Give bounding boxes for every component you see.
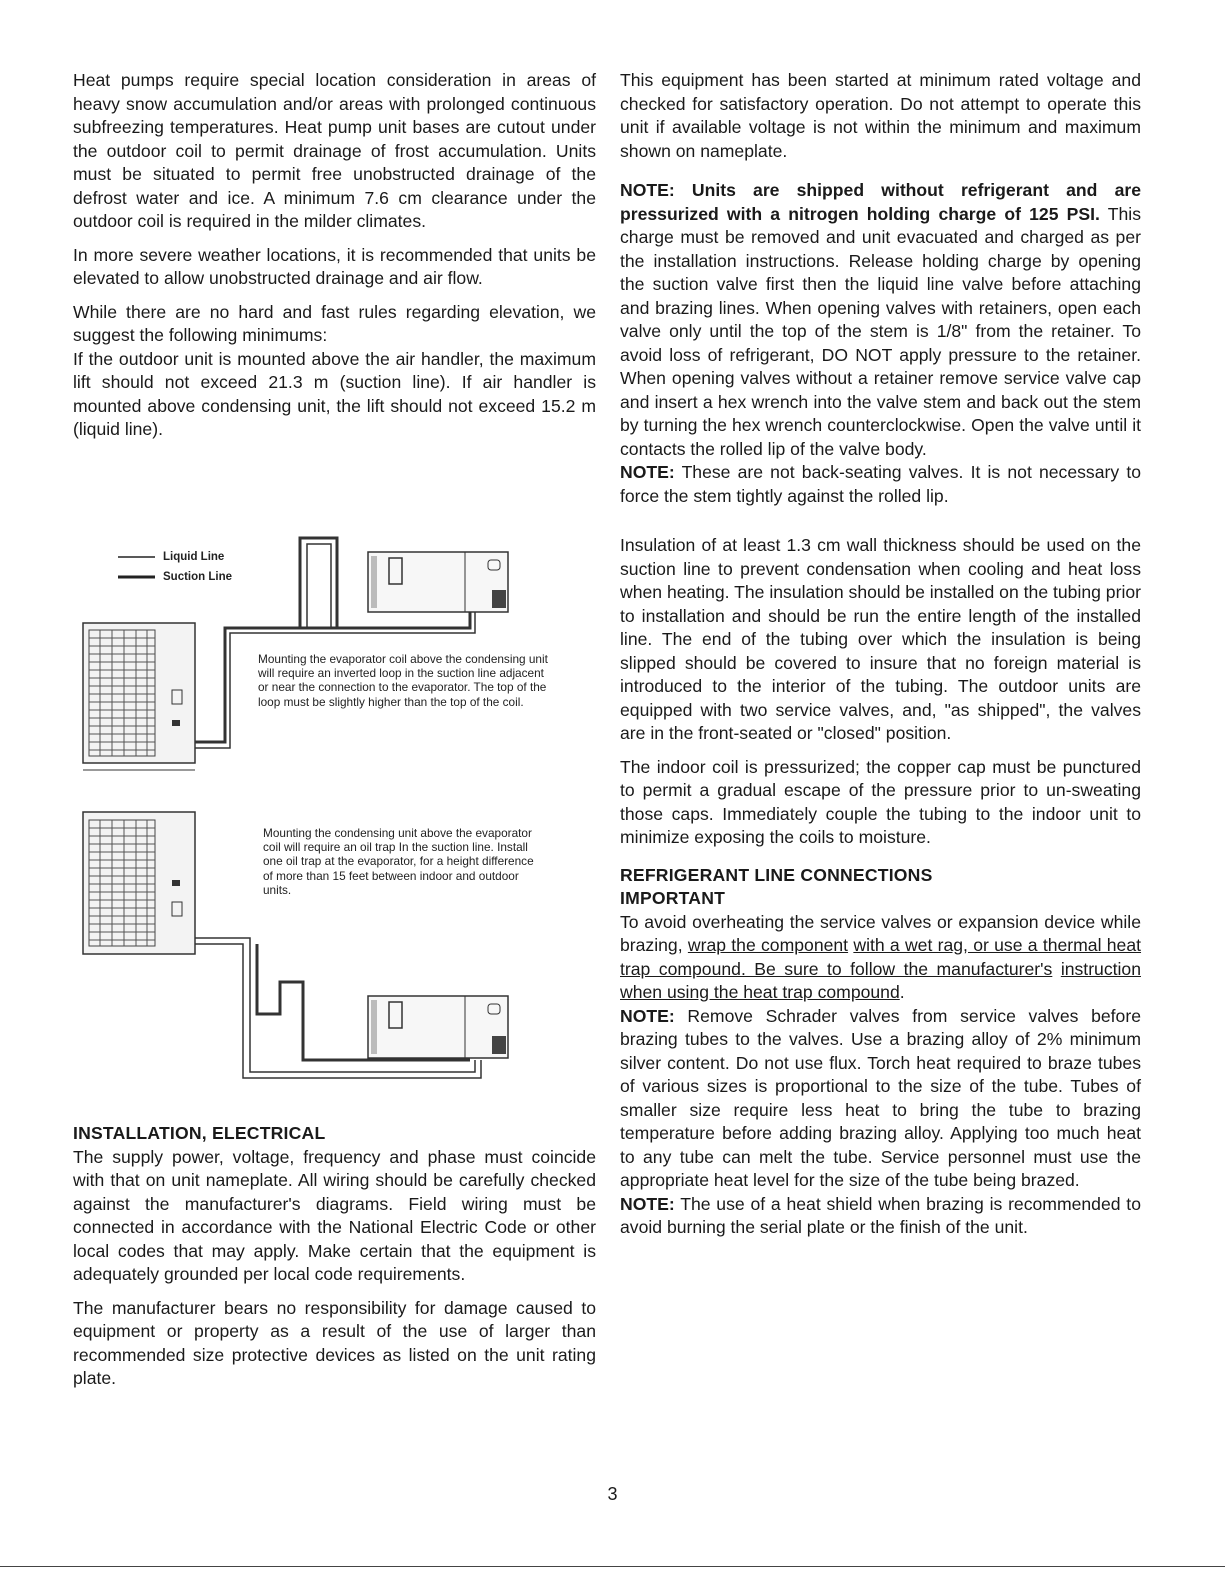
- important-text: To avoid overheating the service valves or expansion device while brazing,: [620, 911, 1141, 955]
- note-back-seating-text: These are not back-seating valves. It is not necessary to force the stem tightly against the rolled lip.: [620, 462, 1141, 506]
- outdoor-unit-icon: [83, 812, 195, 954]
- paragraph-back-seating-note: [620, 461, 1141, 508]
- paragraph-responsibility: The manufacturer bears no responsibility for damage caused to equipment or property as a result of the use of larger than recommended size protective devices as listed on the unit rating plate.: [73, 1297, 596, 1388]
- indoor-unit-icon: [368, 996, 508, 1058]
- important-underlined-3: instruction when using the heat trap compound: [620, 958, 1141, 1002]
- paragraph-severe-weather: In more severe weather locations, it is recommended that units be elevated to allow unobstructed drainage and air flow.: [73, 244, 596, 288]
- important-period: .: [899, 982, 905, 1002]
- right-column: [620, 69, 1141, 1240]
- important-underlined-1: wrap the component: [687, 935, 849, 955]
- heading-refrigerant-line-connections: REFRIGERANT LINE CONNECTIONS: [620, 864, 933, 885]
- paragraph-important: [620, 911, 1141, 1005]
- note-label: NOTE:: [620, 462, 675, 482]
- heading-installation-electrical: INSTALLATION, ELECTRICAL: [73, 1123, 326, 1143]
- legend-suction-line-label: Suction Line: [163, 571, 232, 583]
- important-underlined-2: with a wet rag, or use a thermal heat trap compound. Be sure to follow the manufacturer's: [620, 935, 1142, 979]
- diagram1-caption: Mounting the evaporator coil above the condensing unit will require an inverted loop in the suction line adjacent or near the connection to the evaporator. The top of the loop must be slightly higher than the top of the coil.: [258, 652, 548, 709]
- paragraph-elevation: While there are no hard and fast rules regarding elevation, we suggest the following minimums:: [73, 301, 596, 345]
- paragraph-snow-location: Heat pumps require special location consideration in areas of heavy snow accumulation and/or areas with prolonged continuous subfreezing temperatures. Heat pump unit bases are cutout under the outdoor coil to permit drainage of frost accumulation. Units must be situated to permit free unobstructed drainage of the defrost water and ice. A minimum 7.6 cm clearance under the outdoor coil is required in the milder climates.: [73, 70, 596, 231]
- note-label: NOTE:: [620, 1005, 675, 1026]
- paragraph-schrader-note: [620, 1005, 1141, 1193]
- paragraph-supply-power: The supply power, voltage, frequency and phase must coincide with that on unit nameplate. All wiring should be carefully checked against the manufacturer's diagrams. Field wiring must be connected in accordance with the National Electric Code or other local codes that may apply. Make certain that the equipment is adequately grounded per local code requirements.: [73, 1146, 596, 1284]
- page-bottom-rule: [0, 1566, 1225, 1567]
- note-schrader-text: Remove Schrader valves from service valves before brazing tubes to the valves. Use a brazing alloy of 2% minimum silver content. Do not use flux. Torch heat required to braze tubes of various sizes is proportional to the size of the tube. Tubes of smaller size require less heat to bring the tube to brazing temperature before adding brazing alloy. Applying too much heat to any tube can melt the tube. Service personnel must use the appropriate heat level for the size of the tube being brazed.: [620, 1005, 1141, 1190]
- note-label: NOTE:: [620, 1193, 675, 1214]
- diagram2-caption: Mounting the condensing unit above the evaporator coil will require an oil trap In the suction line. Install one oil trap at the evaporator, for a height difference of more than 15 feet between indoor and outdoor units.: [263, 826, 534, 897]
- outdoor-unit-icon: [83, 623, 195, 770]
- legend-liquid-line-label: Liquid Line: [163, 551, 225, 563]
- note-nitrogen-bold: NOTE: Units are shipped without refrigerant and are pressurized with a nitrogen holding charge of 125 PSI.: [620, 180, 1141, 224]
- paragraph-nitrogen-note: [620, 179, 1141, 461]
- paragraph-voltage: This equipment has been started at minimum rated voltage and checked for satisfactory operation. Do not attempt to operate this unit if available voltage is not within the minimum and maximum shown on nameplate.: [620, 70, 1141, 161]
- paragraph-insulation: Insulation of at least 1.3 cm wall thickness should be used on the suction line to prevent condensation when cooling and heat loss when heating. The insulation should be installed on the tubing prior to installation and should be run the entire length of the installed line. The end of the tubing over which the insulation is being slipped should be covered to insure that no foreign material is introduced to the interior of the tubing. The outdoor units are equipped with two service valves, and, "as shipped", the valves are in the front-seated or "closed" position.: [620, 535, 1142, 743]
- heading-important: IMPORTANT: [620, 888, 726, 908]
- indoor-unit-icon: [368, 552, 508, 612]
- note-nitrogen-text: This charge must be removed and unit evacuated and charged as per the installation instructions. Release holding charge by opening the suction valve first then the liquid line valve before attaching and brazing lines. When opening valves with retainers, open each valve only until the top of the stem is 1/8" from the retainer. To avoid loss of refrigerant, DO NOT apply pressure to the retainer. When opening valves without a retainer remove service valve cap and insert a hex wrench into the valve stem and back out the stem by turning the hex wrench counterclockwise. Open the valve until it contacts the rolled lip of the valve body.: [620, 203, 1142, 459]
- note-heat-shield-text: The use of a heat shield when brazing is recommended to avoid burning the serial plate or the finish of the unit.: [620, 1193, 1141, 1237]
- left-column-bottom: [73, 1122, 596, 1391]
- paragraph-indoor-coil: The indoor coil is pressurized; the copper cap must be punctured to permit a gradual escape of the pressure prior to un-sweating those caps. Immediately couple the tubing to the indoor unit to minimize exposing the coils to moisture.: [620, 756, 1141, 847]
- page-number: 3: [607, 1484, 618, 1504]
- paragraph-heat-shield-note: [620, 1193, 1141, 1240]
- important-space-2: [1052, 959, 1060, 979]
- left-column-top: [73, 69, 596, 442]
- paragraph-lift: If the outdoor unit is mounted above the air handler, the maximum lift should not exceed 21.3 m (suction line). If air handler is mounted above condensing unit, the lift should not exceed 15.2 m (liquid line).: [73, 348, 596, 439]
